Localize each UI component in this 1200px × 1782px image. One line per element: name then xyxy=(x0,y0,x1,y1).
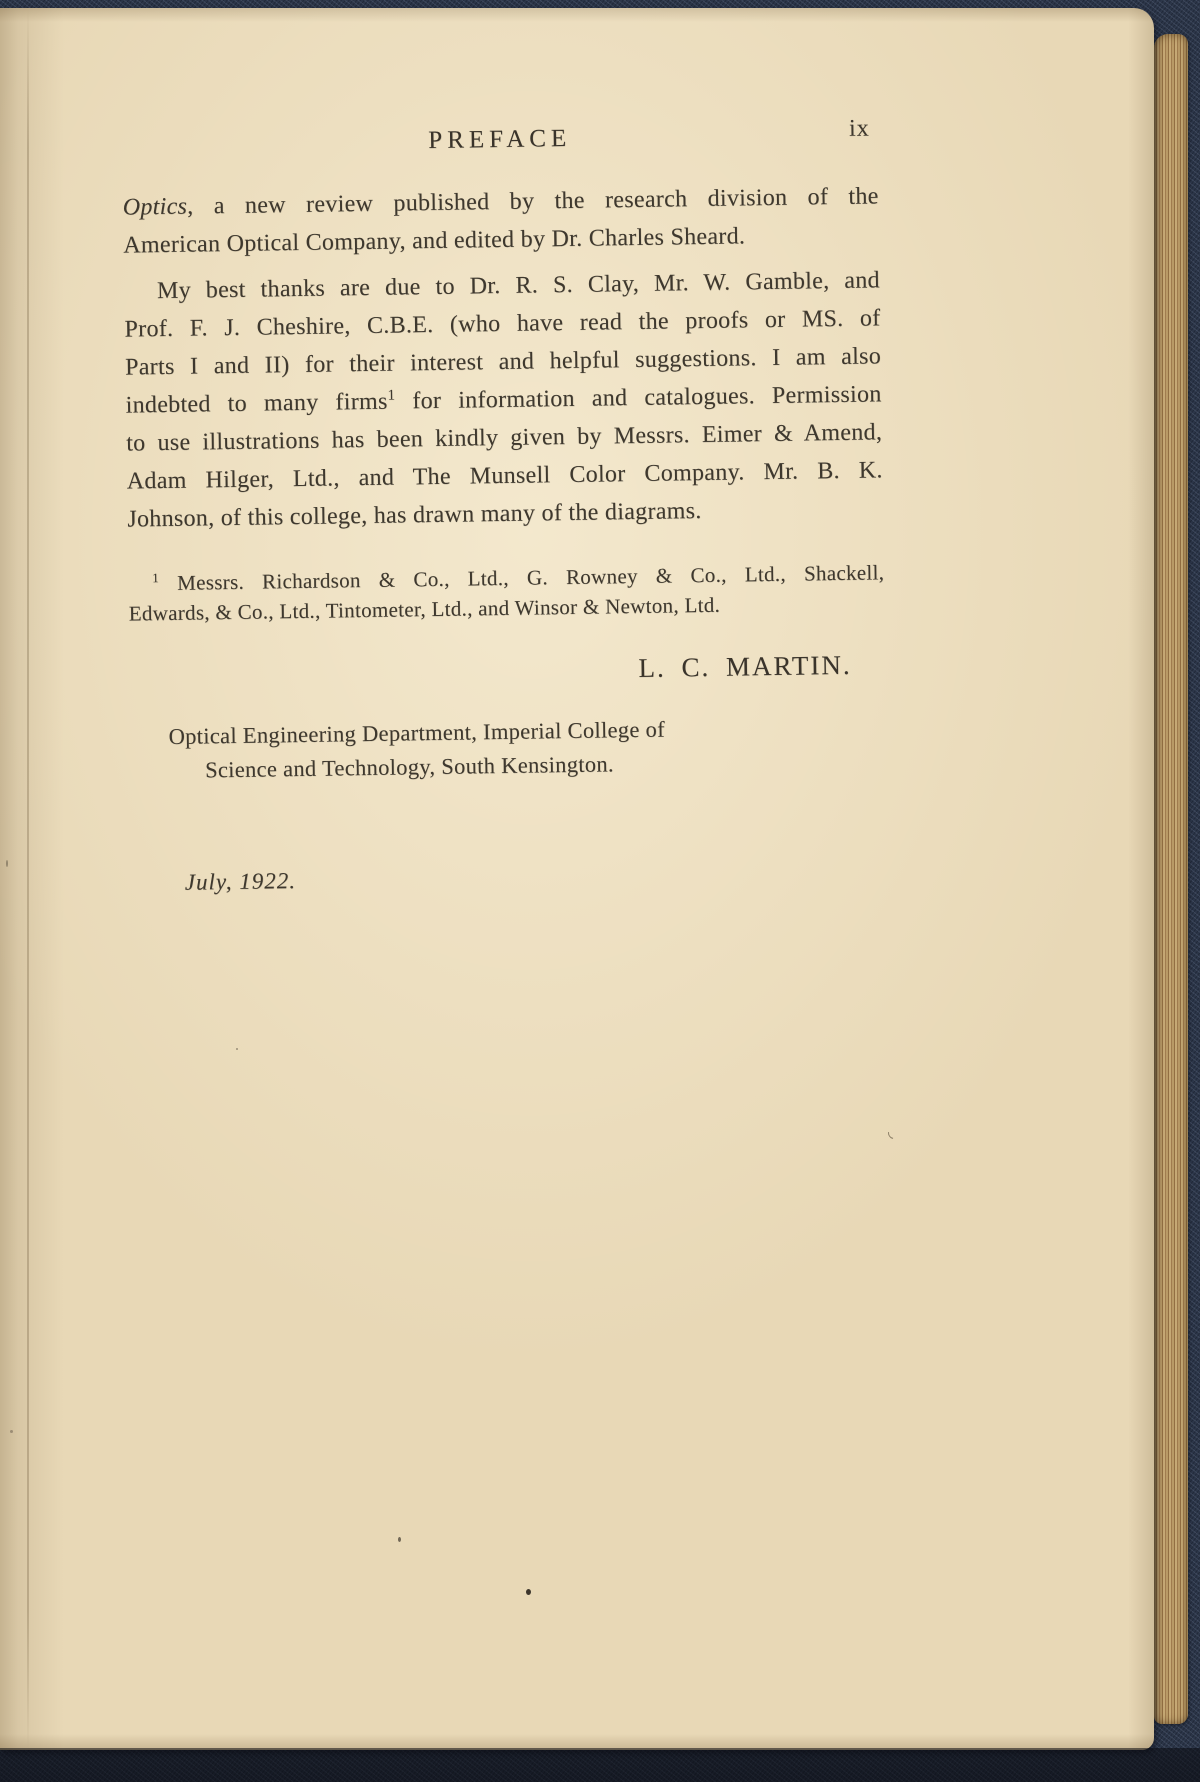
author-signature: L. C. MARTIN. xyxy=(638,649,852,683)
text-line: American Optical Company, and edited by Dr. Charles Sheard. xyxy=(123,223,746,259)
footnote-reference: 1 xyxy=(387,387,396,404)
institution-address xyxy=(130,709,887,788)
paper-speck xyxy=(10,1430,13,1433)
page-title: PREFACE xyxy=(428,124,572,155)
italic-word: Optics xyxy=(122,193,188,221)
text-line: to use illustrations has been kindly given by Messrs. Eimer & Amend, xyxy=(126,419,883,457)
text-line: My best thanks are due to Dr. R. S. Clay, Mr. W. Gamble, and xyxy=(156,267,881,305)
footnote-line: $^1$ Messrs. Richardson & Co., Ltd., G. Rowney & Co., Ltd., Shackell, xyxy=(152,560,885,596)
text-line: Johnson, of this college, has drawn many of the diagrams. xyxy=(127,498,702,533)
paper-speck xyxy=(526,1589,531,1595)
paper-speck xyxy=(398,1537,401,1542)
footnote xyxy=(128,557,885,628)
gutter-crease xyxy=(27,8,29,1750)
address-line: Science and Technology, South Kensington. xyxy=(204,751,615,783)
text-line: indebted to many firms$^1$ for information and catalogues. Permission xyxy=(125,381,882,419)
paper-speck xyxy=(6,860,8,867)
paragraph-optics xyxy=(122,177,879,264)
text-line: Prof. F. J. Cheshire, C.B.E. (who have read the proofs or MS. of xyxy=(124,305,881,343)
address-line: Optical Engineering Department, Imperial College of xyxy=(168,716,666,749)
footnote-line: Edwards, & Co., Ltd., Tintometer, Ltd., and Winsor & Newton, Ltd. xyxy=(128,592,721,626)
text-line: Optics, a new review published by the research division of the xyxy=(122,183,879,221)
book-cover-bottom xyxy=(0,1748,1200,1782)
page-content xyxy=(120,0,902,1750)
page-edge-stack xyxy=(1154,34,1188,1724)
text-line: Adam Hilger, Ltd., and The Munsell Color Company. Mr. B. K. xyxy=(126,457,883,495)
paragraph-thanks xyxy=(124,261,884,538)
text-line: Parts I and II) for their interest and helpful suggestions. I am also xyxy=(124,343,882,381)
book-page xyxy=(0,8,1154,1750)
page-number: ix xyxy=(848,115,870,142)
footnote-marker: 1 xyxy=(152,570,160,586)
publication-date: July, 1922. xyxy=(184,868,297,895)
paper-speck xyxy=(236,1048,238,1050)
